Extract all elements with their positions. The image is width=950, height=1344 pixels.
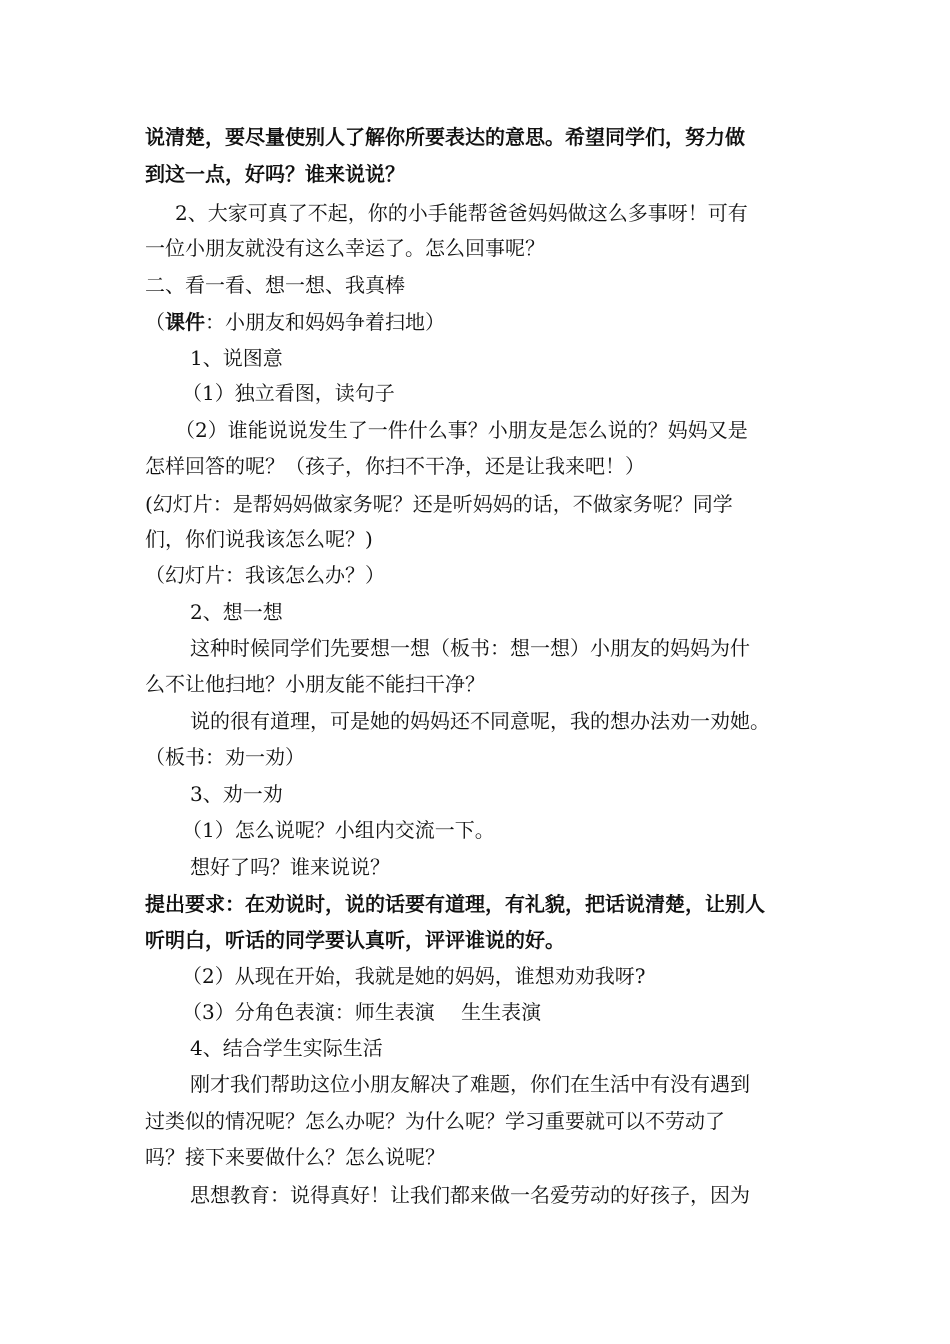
paragraph-line: (幻灯片：是帮妈妈做家务呢？还是听妈妈的话，不做家务呢？同学: [145, 492, 733, 516]
subheading: 4、结合学生实际生活: [190, 1036, 383, 1060]
courseware-note: [145, 307, 950, 337]
paragraph-line: 这种时候同学们先要想一想（板书：想一想）小朋友的妈妈为什: [190, 636, 750, 660]
paragraph-line: 听明白，听话的同学要认真听，评评谁说的好。: [145, 928, 565, 952]
courseware-text: ：小朋友和妈妈争着扫地）: [205, 310, 445, 334]
paragraph-line: 说清楚，要尽量使别人了解你所要表达的意思。希望同学们，努力做: [145, 125, 745, 149]
paragraph-line: 刚才我们帮助这位小朋友解决了难题，你们在生活中有没有遇到: [190, 1072, 750, 1096]
paragraph-line: 2、大家可真了不起，你的小手能帮爸爸妈妈做这么多事呀！可有: [175, 201, 748, 225]
paragraph-line: （1）独立看图，读句子: [182, 381, 395, 405]
paragraph-line: 到这一点，好吗？谁来说说？: [145, 162, 405, 186]
paragraph-line: 思想教育：说得真好！让我们都来做一名爱劳动的好孩子，因为: [190, 1183, 750, 1207]
paragraph-line: 想好了吗？谁来说说？: [190, 855, 390, 879]
paragraph-line: 们，你们说我该怎么呢？): [145, 527, 373, 551]
subheading: 1、说图意: [190, 346, 283, 370]
courseware-label: 课件: [165, 310, 205, 334]
paragraph-line: （板书：劝一劝）: [145, 745, 305, 769]
paragraph-line: 吗？接下来要做什么？怎么说呢？: [145, 1145, 445, 1169]
paragraph-line: （2）从现在开始，我就是她的妈妈，谁想劝劝我呀?: [182, 964, 646, 988]
paragraph-line: 么不让他扫地？小朋友能不能扫干净？: [145, 672, 485, 696]
paragraph-line: 提出要求：在劝说时，说的话要有道理，有礼貌，把话说清楚，让别人: [145, 892, 765, 916]
subheading: 2、想一想: [190, 600, 283, 624]
subheading: 3、劝一劝: [190, 782, 283, 806]
open-paren: （: [145, 310, 165, 334]
paragraph-line: 怎样回答的呢？（孩子，你扫不干净，还是让我来吧！）: [145, 454, 645, 478]
paragraph-line: （1）怎么说呢？小组内交流一下。: [182, 818, 495, 842]
paragraph-line: （幻灯片：我该怎么办？）: [145, 563, 385, 587]
paragraph-line: 一位小朋友就没有这么幸运了。怎么回事呢？: [145, 236, 545, 260]
section-heading: 二、看一看、想一想、我真棒: [145, 273, 405, 297]
paragraph-line: （2）谁能说说发生了一件什么事？小朋友是怎么说的？妈妈又是: [175, 418, 748, 442]
paragraph-line: 说的很有道理，可是她的妈妈还不同意呢，我的想办法劝一劝她。: [190, 709, 770, 733]
paragraph-line: 过类似的情况呢？怎么办呢？为什么呢？学习重要就可以不劳动了: [145, 1109, 725, 1133]
paragraph-line: （3）分角色表演：师生表演 生生表演: [182, 1000, 542, 1024]
